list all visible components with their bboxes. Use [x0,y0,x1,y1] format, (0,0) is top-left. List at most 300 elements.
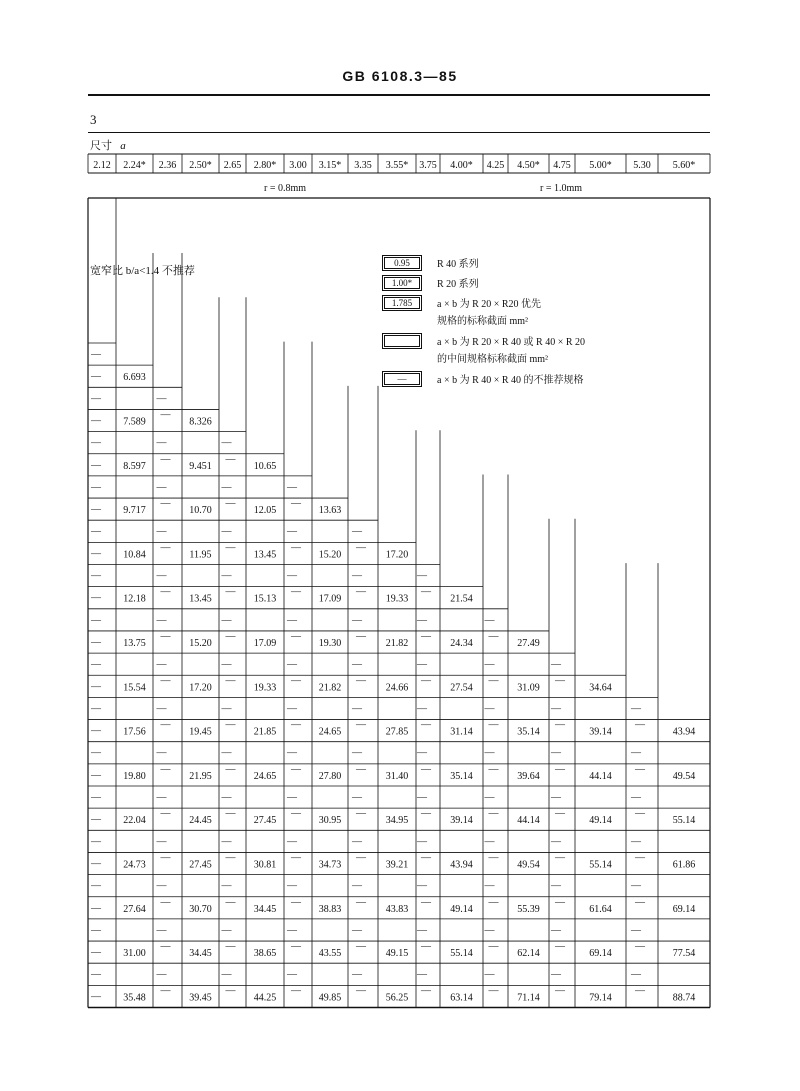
column-header-3.35: 3.35 [354,160,372,171]
dash-cell: — [356,763,366,775]
column-header-5.30: 5.30 [633,160,651,171]
dash-cell: — [287,747,297,759]
dash-cell: — [91,858,101,870]
dash-cell: — [635,896,645,908]
column-header-5.00star: 5.00* [589,160,612,171]
value-cell: 27.45 [189,859,212,871]
value-cell: 17.20 [189,682,212,694]
dash-cell: — [225,985,236,997]
value-cell: 61.64 [589,903,612,915]
dash-cell: — [91,769,101,781]
value-cell: 22.04 [123,815,146,827]
dash-cell: — [484,880,495,892]
value-cell: 17.09 [318,593,342,605]
column-header-2.50star: 2.50* [189,160,212,171]
dash-cell: — [287,792,297,803]
dash-cell: — [221,526,232,538]
dash-cell: — [160,586,171,598]
value-cell: 69.14 [589,948,612,960]
value-cell: 71.14 [517,992,540,1004]
dash-cell: — [160,896,171,908]
column-header-2.12: 2.12 [93,160,111,171]
dash-cell: — [91,681,101,693]
value-cell: 88.74 [672,992,696,1004]
dash-cell: — [91,415,101,427]
legend-text: a × b 为 R 40 × R 40 的不推荐规格 [437,375,584,386]
value-cell: 44.14 [589,770,612,782]
dash-cell: — [156,659,167,671]
dash-cell: — [91,526,101,538]
dash-cell: — [91,592,101,604]
dash-cell: — [91,703,101,715]
dash-cell: — [291,630,301,642]
section-number: 3 [90,112,97,127]
dash-cell: — [156,969,167,981]
dash-cell: — [352,703,362,715]
dash-cell: — [417,659,427,671]
size-label-text: 尺寸 [90,140,112,152]
column-header-2.80star: 2.80* [253,160,277,171]
dash-cell: — [160,985,171,997]
dash-cell: — [631,969,641,981]
dash-cell: — [291,763,301,775]
dash-cell: — [555,985,565,997]
value-cell: 49.85 [318,992,342,1004]
value-cell: 10.70 [189,505,212,517]
legend-item-intermediate [380,331,680,369]
dash-cell: — [287,880,297,892]
value-cell: 35.14 [517,726,540,738]
dash-cell: — [160,453,171,465]
dash-cell: — [417,703,427,715]
dash-cell: — [631,924,641,936]
value-cell: 27.45 [253,815,277,827]
dash-cell: — [417,570,427,582]
dash-cell: — [417,614,427,626]
dash-cell: — [421,675,431,687]
value-cell: 38.65 [253,948,277,960]
dash-cell: — [555,808,565,820]
dash-cell: — [156,526,167,538]
legend-item-r20 [380,273,680,293]
value-cell: 34.45 [189,948,212,960]
dash-cell: — [635,719,645,731]
dash-cell: — [156,481,167,493]
dash-cell: — [551,836,561,848]
value-cell: 49.14 [450,903,473,915]
dash-cell: — [631,792,641,803]
value-cell: 24.65 [318,726,342,738]
dash-cell: — [421,630,431,642]
dash-cell: — [551,747,561,759]
dash-cell: — [287,703,297,715]
value-cell: 27.64 [123,903,146,915]
dash-cell: — [417,747,427,759]
dash-cell: — [287,836,297,848]
value-cell: 30.70 [189,903,212,915]
dash-cell: — [635,985,645,997]
dash-cell: — [225,808,236,820]
value-cell: 49.54 [672,770,696,782]
dash-cell: — [488,675,499,687]
dash-cell: — [291,896,301,908]
dash-cell: — [160,675,171,687]
value-cell: 13.45 [253,549,277,561]
value-cell: 34.73 [318,859,342,871]
dash-cell: — [421,586,431,598]
value-cell: 34.95 [385,815,409,827]
value-cell: 24.34 [450,637,473,649]
dash-cell: — [421,763,431,775]
dash-cell: — [635,852,645,864]
dash-cell: — [91,371,101,383]
value-cell: 13.75 [123,637,146,649]
dash-cell: — [156,792,167,803]
dash-cell: — [484,747,495,759]
dash-cell: — [484,792,495,803]
dash-cell: — [551,924,561,936]
value-cell: 77.54 [672,948,696,960]
dash-cell: — [91,947,101,959]
dash-cell: — [551,659,561,671]
dash-cell: — [156,747,167,759]
value-cell: 30.95 [318,815,342,827]
value-cell: 56.25 [385,992,409,1004]
dash-cell: — [417,836,427,848]
column-header-3.15star: 3.15* [318,160,342,171]
dash-cell: — [488,630,499,642]
column-header-4.75: 4.75 [553,160,571,171]
value-cell: 55.14 [589,859,612,871]
dash-cell: — [225,498,236,510]
dash-cell: — [352,924,362,936]
value-cell: 34.45 [253,903,277,915]
dash-cell: — [287,659,297,671]
dash-cell: — [156,703,167,715]
legend-text-line2: 规格的标称截面 mm² [437,316,529,327]
value-cell: 39.45 [189,992,212,1004]
dash-cell: — [156,880,167,892]
value-cell: 21.54 [450,593,473,605]
value-cell: 13.63 [318,505,342,517]
dash-cell: — [551,703,561,715]
dash-cell: — [287,570,297,582]
dash-cell: — [631,703,641,715]
dash-cell: — [91,969,101,981]
column-header-4.00star: 4.00* [450,160,473,171]
dash-cell: — [91,481,101,493]
legend-box: — [382,371,422,387]
dash-cell: — [291,808,301,820]
value-cell: 12.05 [253,505,277,517]
dash-cell: — [356,675,366,687]
value-cell: 9.451 [189,460,212,472]
dash-cell: — [160,941,171,953]
dash-cell: — [91,725,101,737]
dash-cell: — [91,393,101,405]
value-cell: 31.40 [385,770,409,782]
dash-cell: — [91,349,101,360]
value-cell: 69.14 [672,903,696,915]
value-cell: 19.45 [189,726,212,738]
dash-cell: — [356,719,366,731]
dash-cell: — [156,570,167,582]
value-cell: 24.45 [189,815,212,827]
column-header-4.50star: 4.50* [517,160,540,171]
dash-cell: — [225,675,236,687]
value-cell: 39.64 [517,770,540,782]
value-cell: 55.14 [672,815,696,827]
dash-cell: — [160,763,171,775]
dash-cell: — [91,836,101,848]
dash-cell: — [225,896,236,908]
value-cell: 9.717 [123,505,146,517]
value-cell: 44.14 [517,815,540,827]
dash-cell: — [221,836,232,848]
dash-cell: — [221,880,232,892]
value-cell: 10.65 [253,460,277,472]
value-cell: 30.81 [253,859,277,871]
size-symbol: a [120,140,126,152]
dash-cell: — [484,924,495,936]
dash-cell: — [221,659,232,671]
dash-cell: — [91,636,101,648]
dash-cell: — [356,941,366,953]
dash-cell: — [225,719,236,731]
value-cell: 31.00 [123,948,146,960]
column-header-2.65: 2.65 [223,160,242,171]
dash-cell: — [225,542,236,554]
dash-cell: — [156,836,167,848]
dash-cell: — [635,763,645,775]
dash-cell: — [291,719,301,731]
dash-cell: — [225,453,236,465]
value-cell: 24.65 [253,770,277,782]
dash-cell: — [631,836,641,848]
dash-cell: — [91,659,101,671]
value-cell: 15.54 [123,682,146,694]
legend-box: 1.785 [382,295,422,311]
column-header-3.55star: 3.55* [385,160,409,171]
dash-cell: — [488,719,499,731]
column-header-5.60star: 5.60* [672,160,696,171]
legend [380,253,680,389]
value-cell: 15.20 [189,637,212,649]
dash-cell: — [484,614,495,626]
legend-text: R 40 系列 [437,259,479,270]
value-cell: 63.14 [450,992,473,1004]
dash-cell: — [488,985,499,997]
legend-box: 1.00* [382,275,422,291]
dash-cell: — [91,991,101,1003]
dash-cell: — [356,852,366,864]
value-cell: 43.55 [318,948,342,960]
dash-cell: — [160,498,171,510]
column-header-3.00: 3.00 [289,160,307,171]
dash-cell: — [291,852,301,864]
dash-cell: — [421,896,431,908]
column-header-2.36: 2.36 [158,160,177,171]
value-cell: 10.84 [123,549,146,561]
dash-cell: — [291,985,301,997]
dash-cell: — [287,924,297,936]
dash-cell: — [160,719,171,731]
legend-item-r40 [380,253,680,273]
dash-cell: — [221,437,232,449]
dash-cell: — [291,586,301,598]
value-cell: 35.48 [123,992,146,1004]
value-cell: 24.73 [123,859,146,871]
dash-cell: — [631,747,641,759]
dash-cell: — [287,614,297,626]
dash-cell: — [555,896,565,908]
dash-cell: — [287,526,297,538]
dash-cell: — [221,924,232,936]
legend-text: a × b 为 R 20 × R20 优先 [437,299,542,310]
value-cell: 43.94 [672,726,696,738]
legend-box [382,333,422,349]
dash-cell: — [555,763,565,775]
legend-item-preferred [380,293,680,331]
dash-cell: — [356,630,366,642]
dash-cell: — [356,985,366,997]
value-cell: 6.693 [123,372,146,384]
dash-cell: — [635,941,645,953]
value-cell: 21.95 [189,770,212,782]
dash-cell: — [221,792,232,803]
value-cell: 21.85 [253,726,277,738]
value-cell: 8.326 [189,416,212,428]
column-header-3.75: 3.75 [419,160,437,171]
value-cell: 27.80 [318,770,342,782]
dash-cell: — [352,836,362,848]
dash-cell: — [352,659,362,671]
dash-cell: — [91,880,101,892]
value-cell: 43.83 [385,903,409,915]
dash-cell: — [484,969,495,981]
value-cell: 44.25 [253,992,277,1004]
dash-cell: — [555,719,565,731]
dash-cell: — [225,586,236,598]
dash-cell: — [551,880,561,892]
dash-cell: — [488,852,499,864]
value-cell: 21.82 [385,637,409,649]
dash-cell: — [160,409,171,421]
dash-cell: — [555,675,565,687]
dash-cell: — [221,614,232,626]
value-cell: 31.14 [450,726,473,738]
dash-cell: — [225,763,236,775]
value-cell: 61.86 [672,859,696,871]
dash-cell: — [91,614,101,626]
dash-cell: — [555,852,565,864]
dash-cell: — [225,852,236,864]
dash-cell: — [417,792,427,803]
dash-cell: — [221,570,232,582]
value-cell: 34.64 [589,682,612,694]
value-cell: 39.14 [589,726,612,738]
value-cell: 12.18 [123,593,146,605]
value-cell: 27.54 [450,682,473,694]
value-cell: 21.82 [318,682,342,694]
dash-cell: — [160,808,171,820]
value-cell: 15.13 [253,593,277,605]
value-cell: 55.14 [450,948,473,960]
value-cell: 19.33 [385,593,409,605]
dash-cell: — [91,459,101,471]
value-cell: 11.95 [189,549,212,561]
value-cell: 39.14 [450,815,473,827]
dash-cell: — [156,393,167,405]
dash-cell: — [421,941,431,953]
column-header-4.25: 4.25 [486,160,505,171]
dash-cell: — [91,437,101,449]
dash-cell: — [91,924,101,936]
dash-cell: — [356,808,366,820]
dash-cell: — [488,808,499,820]
dash-cell: — [356,896,366,908]
dash-cell: — [225,630,236,642]
dash-cell: — [488,763,499,775]
dash-cell: — [287,969,297,981]
value-cell: 24.66 [385,682,409,694]
dash-cell: — [291,498,301,510]
dash-cell: — [287,481,297,493]
dash-cell: — [91,902,101,914]
value-cell: 38.83 [318,903,342,915]
value-cell: 55.39 [517,903,540,915]
dash-cell: — [421,808,431,820]
value-cell: 17.20 [385,549,409,561]
value-cell: 49.15 [385,948,409,960]
dash-cell: — [160,630,171,642]
dash-cell: — [352,792,362,803]
dash-cell: — [352,570,362,582]
value-cell: 8.597 [123,460,146,472]
dash-cell: — [221,481,232,493]
dash-cell: — [225,941,236,953]
dash-cell: — [555,941,565,953]
dash-cell: — [221,703,232,715]
value-cell: 7.589 [123,416,146,428]
value-cell: 39.21 [385,859,409,871]
dash-cell: — [421,852,431,864]
dash-cell: — [551,969,561,981]
ratio-note: 宽窄比 b/a<1.4 不推荐 [90,265,195,277]
dash-cell: — [91,548,101,560]
dash-cell: — [91,504,101,516]
dash-cell: — [417,880,427,892]
dash-cell: — [417,924,427,936]
legend-text: R 20 系列 [437,279,479,290]
dash-cell: — [91,792,101,803]
value-cell: 15.20 [318,549,342,561]
value-cell: 79.14 [589,992,612,1004]
dash-cell: — [221,969,232,981]
dash-cell: — [91,570,101,582]
dash-cell: — [160,542,171,554]
legend-text-line2: 的中间规格标称截面 mm² [437,354,549,365]
dash-cell: — [421,719,431,731]
value-cell: 49.54 [517,859,540,871]
dash-cell: — [417,969,427,981]
value-cell: 17.09 [253,637,277,649]
value-cell: 19.80 [123,770,146,782]
dash-cell: — [488,941,499,953]
document-header-title: GB 6108.3—85 [342,68,458,84]
dash-cell: — [291,941,301,953]
value-cell: 19.30 [318,637,342,649]
